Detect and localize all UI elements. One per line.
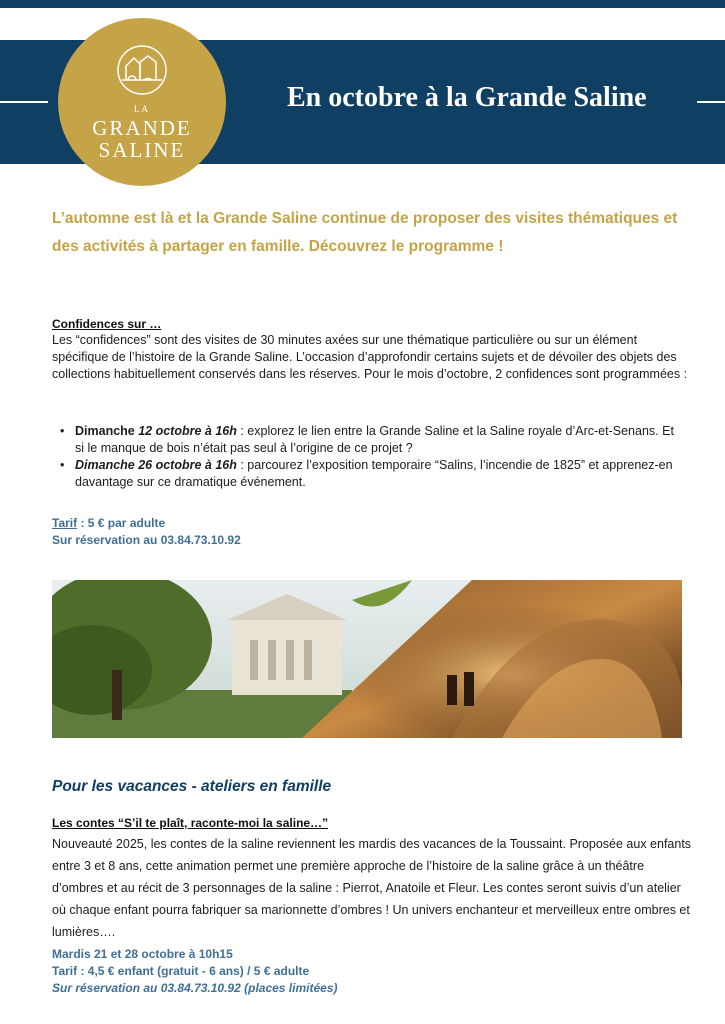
list-item (75, 457, 685, 491)
list-item-text: : parcourez l’exposition temporaire “Salins, l’incendie de 1825” et apprenez-en davantage sur ce dramatique événement. (75, 458, 673, 489)
confidences-list (75, 423, 685, 491)
section2-heading: Les contes “S’il te plaît, raconte-moi la saline…” (52, 816, 329, 830)
section1-body: Les “confidences” sont des visites de 30 minutes axées sur une thématique particulière ou sur un élément spécifique de l’histoire de la Grande Saline. L’occasion d’approfondir certains sujets et de dévoiler des objets des collections habituellement conservés dans les réserves. Pour le mois d’octobre, 2 confidences sont programmées : (52, 333, 688, 381)
photo-illustration (52, 580, 682, 738)
list-item (75, 423, 685, 457)
saline-photo-banner (52, 580, 682, 738)
page-title: En octobre à la Grande Saline (287, 82, 647, 113)
section2-info-block (52, 946, 338, 997)
top-strip (0, 0, 725, 8)
workshop-dates: Mardis 21 et 28 octobre à 10h15 (52, 947, 233, 961)
header-divider-right (697, 101, 725, 103)
tarif-value: : 5 € par adulte (77, 516, 166, 530)
workshop-reservation: Sur réservation au 03.84.73.10.92 (places limitées) (52, 981, 338, 995)
list-item-day: Dimanche (75, 424, 139, 438)
list-item-date: 12 octobre à 16h (138, 424, 237, 438)
reservation-phone: Sur réservation au 03.84.73.10.92 (52, 533, 241, 547)
section2-title: Pour les vacances - ateliers en famille (52, 778, 332, 795)
saline-emblem-icon (114, 44, 170, 96)
workshop-tarif: Tarif : 4,5 € enfant (gratuit - 6 ans) / 5 € adulte (52, 964, 310, 978)
section1-heading: Confidences sur … (52, 317, 162, 331)
section2-body: Nouveauté 2025, les contes de la saline reviennent les mardis des vacances de la Toussaint. Proposée aux enfants entre 3 et 8 ans, cette animation permet une première approche de l’histoire de la saline grâce à un théâtre d’ombres et au récit de 3 personnages de la saline : Pierrot, Anatoile et Fleur. Les contes seront suivis d’un atelier où chaque enfant pourra fabriquer sa marionnette d’ombres ! Un univers enchanteur et merveilleux entre ombres et lumières…. (52, 837, 692, 939)
intro-paragraph: L’automne est là et la Grande Saline continue de proposer des visites thématiques et des activités à partager en famille. Découvrez le programme ! (52, 210, 678, 255)
tarif-link[interactable]: Tarif (52, 516, 78, 530)
logo-text-saline: SALINE (98, 138, 186, 162)
section1-tarif-block (52, 515, 241, 549)
list-item-date: Dimanche 26 octobre à 16h (75, 458, 237, 472)
logo-text-grande: GRANDE (92, 116, 192, 140)
list-item-text: : explorez le lien entre la Grande Saline et la Saline royale d’Arc-et-Senans. Et si le manque de bois n’était pas seul à l’origine de ce projet ? (75, 424, 674, 455)
logo-text-la: LA (134, 104, 150, 114)
header-divider-left (0, 101, 48, 103)
grande-saline-logo (58, 18, 226, 186)
